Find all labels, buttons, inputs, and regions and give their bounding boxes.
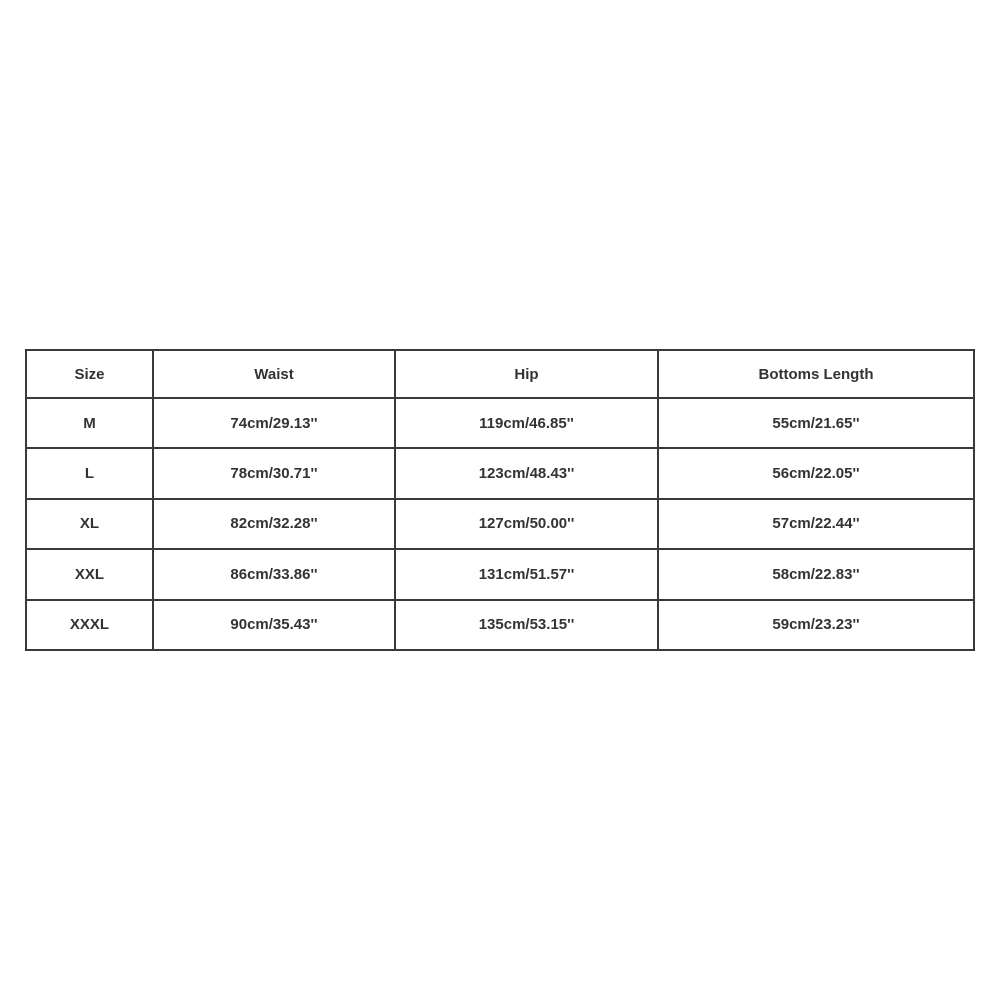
cell-hip: 135cm/53.15'' [395, 600, 658, 650]
cell-bottoms-length: 58cm/22.83'' [658, 549, 974, 599]
table-row [26, 398, 974, 448]
cell-bottoms-length: 55cm/21.65'' [658, 398, 974, 448]
cell-bottoms-length: 56cm/22.05'' [658, 448, 974, 498]
header-waist: Waist [153, 350, 395, 398]
table-row [26, 549, 974, 599]
header-bottoms-length: Bottoms Length [658, 350, 974, 398]
cell-bottoms-length: 59cm/23.23'' [658, 600, 974, 650]
cell-hip: 127cm/50.00'' [395, 499, 658, 549]
cell-waist: 86cm/33.86'' [153, 549, 395, 599]
table-row [26, 499, 974, 549]
cell-waist: 90cm/35.43'' [153, 600, 395, 650]
cell-waist: 78cm/30.71'' [153, 448, 395, 498]
cell-waist: 74cm/29.13'' [153, 398, 395, 448]
header-hip: Hip [395, 350, 658, 398]
cell-hip: 119cm/46.85'' [395, 398, 658, 448]
cell-size: L [26, 448, 153, 498]
cell-size: XXXL [26, 600, 153, 650]
cell-size: XXL [26, 549, 153, 599]
cell-hip: 123cm/48.43'' [395, 448, 658, 498]
cell-waist: 82cm/32.28'' [153, 499, 395, 549]
header-size: Size [26, 350, 153, 398]
cell-bottoms-length: 57cm/22.44'' [658, 499, 974, 549]
table-row [26, 448, 974, 498]
cell-size: M [26, 398, 153, 448]
size-chart-table [25, 349, 975, 651]
table-row [26, 600, 974, 650]
table-header-row [26, 350, 974, 398]
cell-size: XL [26, 499, 153, 549]
cell-hip: 131cm/51.57'' [395, 549, 658, 599]
